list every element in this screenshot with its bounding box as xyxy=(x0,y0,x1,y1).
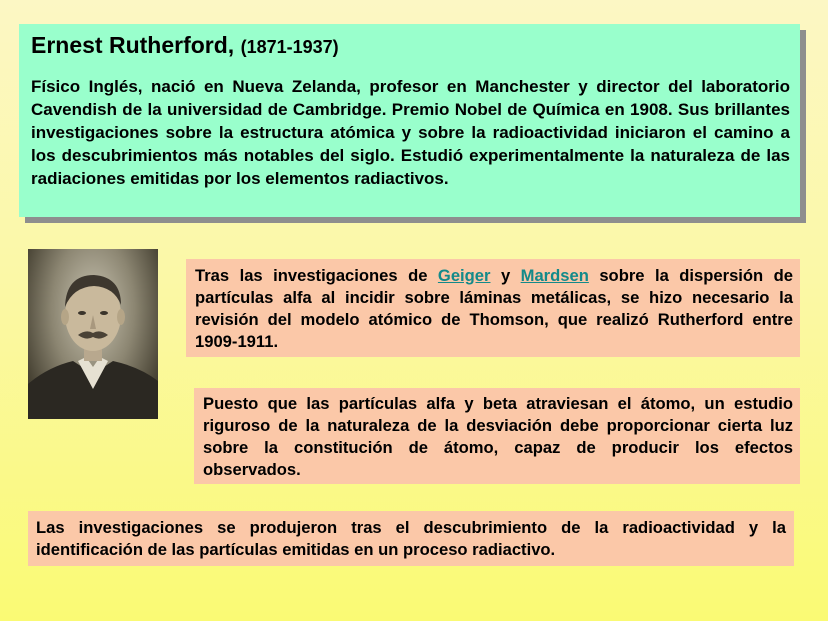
scientist-name: Ernest Rutherford xyxy=(31,32,228,58)
geiger-link[interactable]: Geiger xyxy=(437,266,491,285)
biography-text: Físico Inglés, nació en Nueva Zelanda, profesor en Manchester y director del laboratorio Cavendish de la universidad de Cambridge. Premio Nobel de Química en 1908. Sus brillantes investigaciones sobre la estructura atómica y sobre la radioactividad iniciaron el camino a los descubrimientos más notables del siglo. Estudió experimentalmente la naturaleza de las radiaciones emitidas por los elementos radiactivos. xyxy=(31,77,790,188)
title-comma: , xyxy=(227,32,241,58)
geiger-mardsen-box xyxy=(186,259,800,357)
radioactivity-box xyxy=(28,511,794,566)
mardsen-link[interactable]: Mardsen xyxy=(520,266,589,285)
text-segment: sobre la dispersión de partículas alfa al incidir sobre láminas metálicas, se hizo necesario la revisión del modelo atómico de Thomson, que realizó Rutherford entre 1909-1911. xyxy=(195,266,793,351)
alpha-beta-text: Puesto que las partículas alfa y beta atraviesan el átomo, un estudio riguroso de la naturaleza de la desviación debe proporcionar cierta luz sobre la constitución de átomo, capaz de producir los efectos observados. xyxy=(203,394,793,479)
geiger-mardsen-text xyxy=(195,265,793,353)
alpha-beta-box xyxy=(194,388,800,484)
radioactivity-text: Las investigaciones se produjeron tras el descubrimiento de la radioactividad y la identificación de las partículas emitidas en un proceso radiactivo. xyxy=(36,518,786,559)
portrait-photo xyxy=(28,249,158,419)
text-segment: y xyxy=(490,266,521,285)
biography-title xyxy=(31,31,790,61)
text-segment: Tras las investigaciones de xyxy=(195,266,438,285)
portrait-illustration xyxy=(28,249,158,419)
life-years: (1871-1937) xyxy=(240,37,339,57)
biography-card xyxy=(19,24,800,217)
